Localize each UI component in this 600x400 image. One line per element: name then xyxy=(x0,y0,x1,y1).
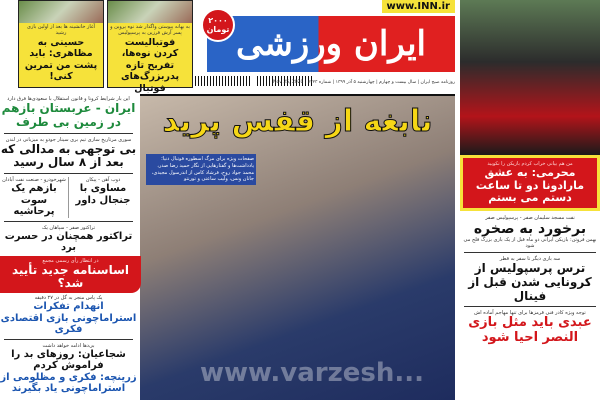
dateline: روزنامه صبح ایران | سال بیست و چهارم | چهارشنبه ۵ آذر ۱۳۹۹ | شماره ۷۲۲۳ | Nov 25, 2020 xyxy=(273,80,455,85)
headline: زرینچه: فکری و مظلومی از استراماچونی یاد بگیرند xyxy=(0,371,137,395)
site-url[interactable]: www.INN.ir xyxy=(382,0,456,13)
headline: تراکتور همچنان در حسرت برد xyxy=(4,230,133,254)
headline: اساسنامه جدید تأیید شد؟ xyxy=(11,262,130,291)
main-headline: نابغه از قفس پرید xyxy=(162,104,433,139)
story-zob-ahan[interactable] xyxy=(68,177,137,218)
kicker: شهرخودرو - صنعت نفت آبادان xyxy=(2,177,66,184)
divider xyxy=(464,306,596,307)
main-caption: صفحات ویژه برای مرگ اسطوره فوتبال دنیا؛ یادداشت‌ها و گفتارهایی از نگار حمید رضا صدر، محمد جواد روح، فرشاد کاس از اندرسول مجیدی، جانان ونس، ولیب ساعتی و تورنتو xyxy=(146,154,256,185)
story-zarincheh[interactable] xyxy=(0,372,137,395)
watermark: www.varzesh... xyxy=(200,358,424,388)
divider xyxy=(4,339,133,340)
teaser-photo xyxy=(19,1,103,23)
headline: شجاعیان: روزهای بد را فراموش کردم xyxy=(11,348,126,372)
kicker: تراکتور صفر - سپاهان یک xyxy=(41,224,96,231)
barcode-icon xyxy=(195,76,251,86)
masthead xyxy=(195,0,455,90)
headline: برخورد به صخره xyxy=(473,220,587,237)
price-badge xyxy=(201,8,235,42)
kicker: بی‌دها ادامه خواهد داشت xyxy=(42,342,95,349)
kicker: در انتظار رأی رسمی مجمع xyxy=(42,257,99,264)
kicker: من هم بیانی خراب کردم بازیکن را نکوبید xyxy=(487,161,573,167)
headline: عبدی باید مثل بازی النصر احیا شود xyxy=(468,315,592,346)
kicker: سه بازی دیگر تا سفر به قطر xyxy=(499,256,561,263)
headline: محرمی: به عشق مارادونا دو تا ساعت دستم می بستم xyxy=(475,166,585,205)
story-stramaccioni[interactable] xyxy=(0,295,137,336)
headline: انهدام تفکرات استراماچونی بازی اقتصادی فکری xyxy=(0,301,137,336)
kicker: ذوب آهن - پیکان xyxy=(85,177,121,184)
teaser-kicker: آغاز خانشینه ها بعد از اولین بازی رشید xyxy=(27,24,95,36)
divider xyxy=(4,221,133,222)
kicker: یک پاس منجر به گل در ۲۷ دقیقه xyxy=(34,295,103,302)
teaser-footballers[interactable] xyxy=(107,0,193,94)
left-column xyxy=(0,96,137,400)
price-unit: تومان xyxy=(206,25,230,34)
headline: بازهم یک سوت پرحاشیه xyxy=(11,183,57,218)
story-shojaeian[interactable] xyxy=(0,343,137,372)
story-medal[interactable] xyxy=(0,137,137,171)
subhead: بهمن فروتن: بازیکن ایرانی دو ماه قبل از یک بازی بزرگ فلج می شود xyxy=(463,237,597,250)
teaser-headline: فوتبالیست کردن نوه‌ها، تفریح تازه پدربزرگ‌های فوتبال xyxy=(120,37,180,94)
kicker: توجه ویژه کادر فنی قرمزها برای تنها مهاجم آماده اش xyxy=(474,310,586,317)
story-tractor[interactable] xyxy=(0,225,137,254)
kicker: سوری مرتاریخ سازی تیم بری سینار جودو به میزبانی در لندن xyxy=(5,136,132,143)
story-persepolis-covid[interactable] xyxy=(460,256,600,303)
divider xyxy=(464,252,596,253)
headline: ایران - عربستان بازهم در زمین بی طرف xyxy=(1,101,136,129)
teaser-kicker: به بهانه پیوستن واگذار شد نوه پروین و پسر آرش فرزین به پرسپولیس xyxy=(110,24,190,36)
story-collision[interactable] xyxy=(460,215,600,249)
divider xyxy=(4,173,133,174)
right-column xyxy=(460,0,600,400)
teaser-hosseini[interactable] xyxy=(18,0,104,88)
headline: مساوی با جنجال داور xyxy=(75,183,131,206)
main-story[interactable] xyxy=(140,94,455,400)
teaser-headline: حسینی به مظاهری: باید پشت من تمرین کنی! xyxy=(24,37,98,83)
story-statute[interactable] xyxy=(0,256,141,294)
newspaper-logo: ایران ورزشی xyxy=(207,16,455,72)
kicker: این بار شرایط کرونا و قانون استقلال با سعودی‌ها فرق دارد xyxy=(7,96,130,102)
player-photo xyxy=(460,0,600,155)
story-shahr-khodro[interactable] xyxy=(0,177,68,218)
divider xyxy=(4,133,133,134)
story-iran-saudi[interactable] xyxy=(0,96,137,130)
headline: بی توجهی به مدالی که بعد از ۸ سال رسید xyxy=(0,141,137,170)
price-value: ۲۰۰۰ xyxy=(208,16,228,25)
headline: ترس پرسپولیس از کرونایی شدن قبل از فینال xyxy=(468,261,592,303)
story-moharrami[interactable] xyxy=(460,155,600,211)
kicker: نفت مسجد سلیمان صفر - پرسپولیس صفر xyxy=(485,214,575,221)
teaser-photo xyxy=(108,1,192,23)
story-abdi[interactable] xyxy=(460,310,600,346)
